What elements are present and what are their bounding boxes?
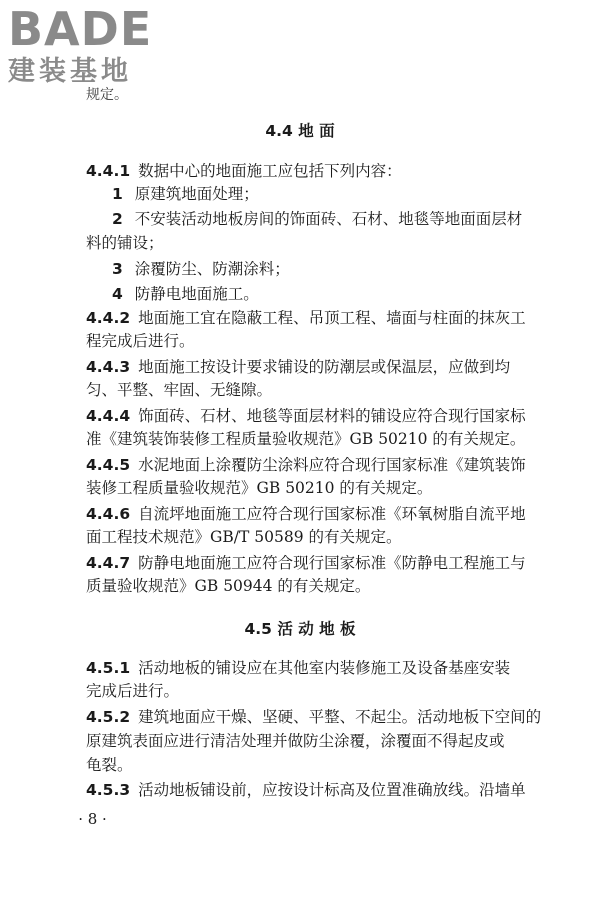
item-text: 防静电地面施工。 (134, 285, 259, 303)
clause-4-4-7-cont: 质量验收规范》GB 50944 的有关规定。 (86, 577, 371, 595)
clause-text: 建筑地面应干燥、坚硬、平整、不起尘。活动地板下空间的 (138, 708, 542, 726)
list-item-2 (112, 208, 522, 230)
clause-4-5-3 (86, 779, 526, 801)
list-item-4 (112, 283, 259, 305)
item-number: 4 (112, 285, 123, 303)
clause-4-5-1 (86, 657, 510, 679)
watermark-brand: BADE (8, 2, 153, 56)
clause-text: 地面施工按设计要求铺设的防潮层或保温层，应做到均 (138, 358, 511, 376)
clause-text: 活动地板的铺设应在其他室内装修施工及设备基座安装 (138, 659, 511, 677)
clause-number: 4.5.2 (86, 708, 131, 726)
clause-number: 4.5.3 (86, 781, 131, 799)
page-number: · 8 · (78, 810, 107, 828)
text-fragment-top: 规定。 (86, 87, 128, 103)
clause-number: 4.4.2 (86, 309, 131, 327)
clause-number: 4.5.1 (86, 659, 131, 677)
clause-4-5-2-cont2: 龟裂。 (86, 756, 133, 774)
clause-4-4-5 (86, 454, 526, 476)
list-item-2-continuation: 料的铺设； (86, 234, 164, 252)
clause-text: 活动地板铺设前，应按设计标高及位置准确放线。沿墙单 (138, 781, 526, 799)
clause-4-4-6-cont: 面工程技术规范》GB/T 50589 的有关规定。 (86, 528, 402, 546)
item-text: 涂覆防尘、防潮涂料； (134, 260, 290, 278)
clause-text: 地面施工宜在隐蔽工程、吊顶工程、墙面与柱面的抹灰工 (138, 309, 526, 327)
clause-4-4-3 (86, 356, 510, 378)
clause-4-4-7 (86, 552, 526, 574)
clause-text: 数据中心的地面施工应包括下列内容： (138, 162, 402, 180)
clause-4-4-6 (86, 503, 526, 525)
clause-number: 4.4.7 (86, 554, 131, 572)
clause-4-4-4 (86, 405, 526, 427)
item-number: 2 (112, 210, 123, 228)
section-heading-4-5: 4.5 活 动 地 板 (244, 620, 356, 638)
clause-4-4-2-cont: 程完成后进行。 (86, 332, 195, 350)
clause-4-4-5-cont: 装修工程质量验收规范》GB 50210 的有关规定。 (86, 479, 433, 497)
clause-text: 自流坪地面施工应符合现行国家标准《环氧树脂自流平地 (138, 505, 526, 523)
clause-4-4-3-cont: 匀、平整、牢固、无缝隙。 (86, 381, 273, 399)
clause-4-5-2 (86, 706, 541, 728)
clause-4-4-4-cont: 准《建筑装饰装修工程质量验收规范》GB 50210 的有关规定。 (86, 430, 526, 448)
clause-text: 水泥地面上涂覆防尘涂料应符合现行国家标准《建筑装饰 (138, 456, 526, 474)
clause-4-5-1-cont: 完成后进行。 (86, 682, 180, 700)
list-item-3 (112, 258, 290, 280)
list-item-1 (112, 183, 259, 205)
item-number: 1 (112, 185, 123, 203)
watermark-logo (8, 4, 178, 88)
clause-4-4-1 (86, 160, 402, 182)
clause-number: 4.4.5 (86, 456, 131, 474)
clause-number: 4.4.6 (86, 505, 131, 523)
item-number: 3 (112, 260, 123, 278)
clause-number: 4.4.4 (86, 407, 131, 425)
clause-number: 4.4.3 (86, 358, 131, 376)
clause-text: 防静电地面施工应符合现行国家标准《防静电工程施工与 (138, 554, 526, 572)
clause-4-5-2-cont: 原建筑表面应进行清洁处理并做防尘涂覆，涂覆面不得起皮或 (86, 732, 505, 750)
watermark-subtitle: 建装基地 (8, 56, 132, 87)
clause-number: 4.4.1 (86, 162, 131, 180)
item-text: 原建筑地面处理； (134, 185, 259, 203)
section-heading-4-4: 4.4 地 面 (265, 122, 335, 140)
item-text: 不安装活动地板房间的饰面砖、石材、地毯等地面面层材 (134, 210, 523, 228)
clause-4-4-2 (86, 307, 526, 329)
clause-text: 饰面砖、石材、地毯等面层材料的铺设应符合现行国家标 (138, 407, 526, 425)
